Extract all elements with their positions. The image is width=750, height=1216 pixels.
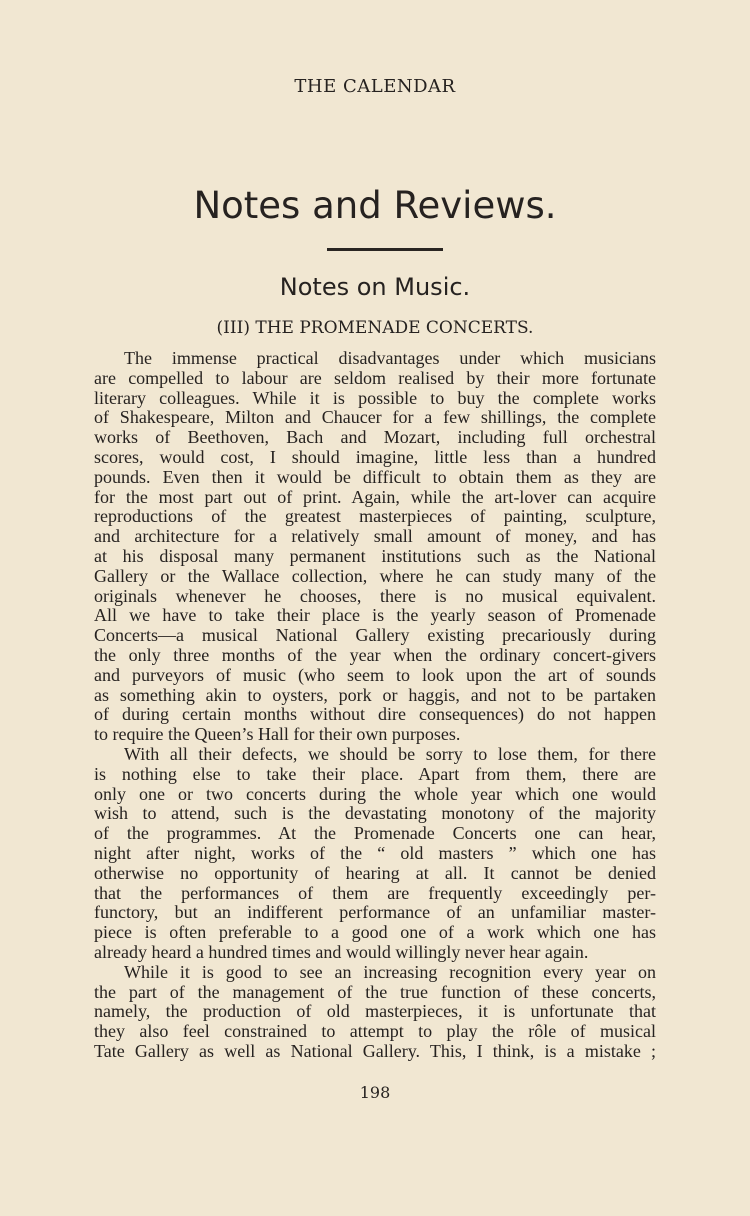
body-line: to require the Queen’s Hall for their own purposes. xyxy=(94,724,461,745)
body-line: only one or two concerts during the whole year which one would xyxy=(94,783,656,804)
body-line: they also feel constrained to attempt to play the rôle of musical xyxy=(94,1021,656,1042)
body-line: is nothing else to take their place. Apart from them, there are xyxy=(94,763,656,784)
body-line: scores, would cost, I should imagine, little less than a hundred xyxy=(94,446,656,467)
body-line: already heard a hundred times and would willingly never hear again. xyxy=(94,941,589,962)
body-line: and purveyors of music (who seem to look upon the art of sounds xyxy=(94,664,656,685)
body-line: and architecture for a relatively small amount of money, and has xyxy=(94,526,656,547)
body-line: at his disposal many permanent institutions such as the National xyxy=(94,545,656,566)
page-number: 198 xyxy=(359,1083,391,1102)
body-line: The immense practical disadvantages under which musicians xyxy=(124,348,656,368)
section-title: Notes on Music. xyxy=(279,273,471,301)
body-line: reproductions of the greatest masterpieces of painting, sculpture, xyxy=(94,506,656,527)
body-line: that the performances of them are frequently exceedingly per- xyxy=(94,882,656,903)
body-line: literary colleagues. While it is possible to buy the complete works xyxy=(94,387,656,408)
body-line: night after night, works of the “ old masters ” which one has xyxy=(94,842,656,863)
body-line: wish to attend, such is the devastating monotony of the majority xyxy=(94,803,656,824)
body-line: pounds. Even then it would be difficult to obtain them as they are xyxy=(94,466,656,487)
body-line: With all their defects, we should be sorry to lose them, for there xyxy=(124,743,656,764)
article-subtitle: (III) THE PROMENADE CONCERTS. xyxy=(216,318,534,338)
body-line: All we have to take their place is the yearly season of Promenade xyxy=(94,605,656,626)
page-title: Notes and Reviews. xyxy=(193,184,557,227)
body-line: of during certain months without dire consequences) do not happen xyxy=(94,704,656,725)
body-line: functory, but an indifferent performance of an unfamiliar master- xyxy=(94,902,656,923)
body-line: While it is good to see an increasing recognition every year on xyxy=(124,961,656,982)
body-line: the only three months of the year when the ordinary concert-givers xyxy=(94,644,656,665)
article-body xyxy=(94,349,656,1062)
body-line: as something akin to oysters, pork or haggis, and not to be partaken xyxy=(94,684,656,705)
body-line: Gallery or the Wallace collection, where he can study many of the xyxy=(94,565,656,586)
body-line: Concerts—a musical National Gallery existing precariously during xyxy=(94,625,656,646)
body-line: namely, the production of old masterpieces, it is unfortunate that xyxy=(94,1001,656,1022)
running-head: THE CALENDAR xyxy=(294,76,456,97)
body-line: works of Beethoven, Bach and Mozart, including full orchestral xyxy=(94,427,656,448)
body-line: Tate Gallery as well as National Gallery. This, I think, is a mistake ; xyxy=(94,1040,656,1061)
body-line: of Shakespeare, Milton and Chaucer for a few shillings, the complete xyxy=(94,407,656,428)
body-line: for the most part out of print. Again, while the art-lover can acquire xyxy=(94,486,656,507)
body-line: otherwise no opportunity of hearing at all. It cannot be denied xyxy=(94,862,656,883)
body-line: originals whenever he chooses, there is no musical equivalent. xyxy=(94,585,656,606)
body-line: of the programmes. At the Promenade Concerts one can hear, xyxy=(94,823,656,844)
body-line: piece is often preferable to a good one of a work which one has xyxy=(94,922,656,943)
body-line: are compelled to labour are seldom realised by their more fortunate xyxy=(94,367,656,388)
title-rule xyxy=(327,248,443,251)
body-line: the part of the management of the true function of these concerts, xyxy=(94,981,656,1002)
